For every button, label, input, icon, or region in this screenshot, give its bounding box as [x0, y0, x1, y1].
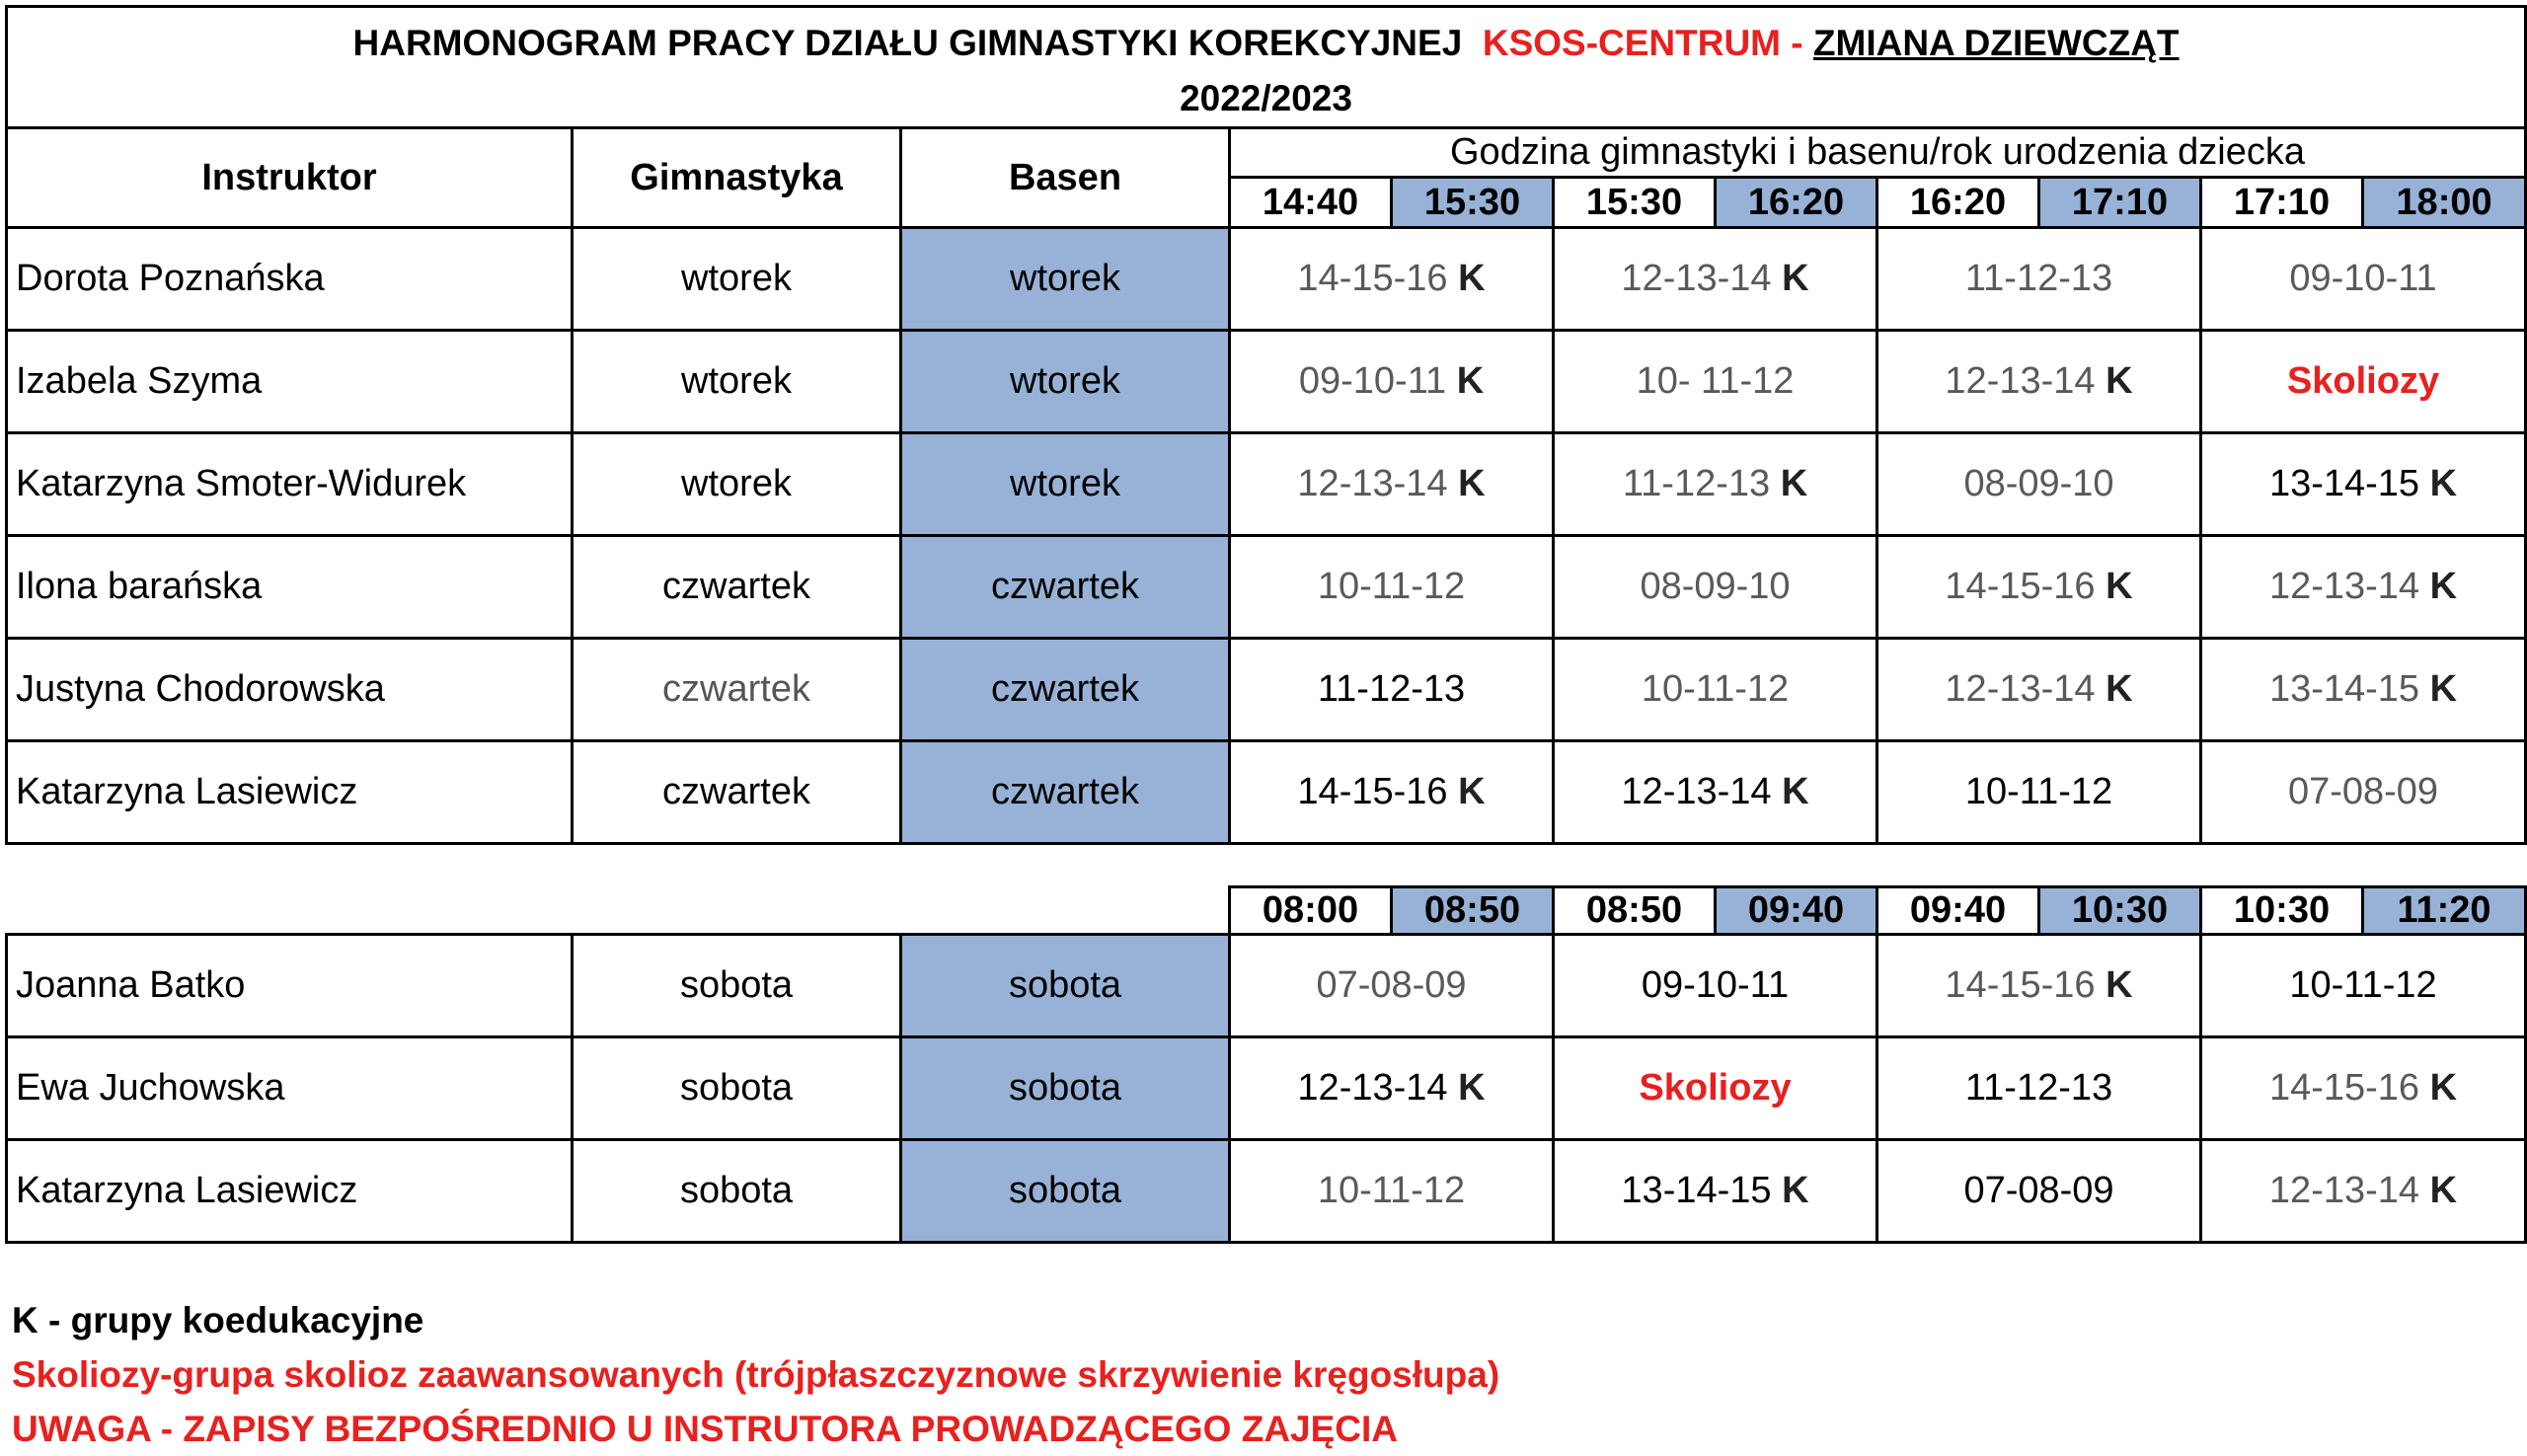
table-row	[7, 433, 2526, 536]
instructor-name: Katarzyna Smoter-Widurek	[7, 433, 573, 536]
group-cell	[1877, 433, 2201, 536]
group-cell	[1877, 1037, 2201, 1140]
pool-day: sobota	[901, 1140, 1230, 1243]
group-years: Skoliozy	[2286, 360, 2440, 402]
title-main: HARMONOGRAM PRACY DZIAŁU GIMNASTYKI KOREKCYJNEJ	[352, 23, 1463, 63]
gymnastics-day: wtorek	[573, 228, 901, 331]
instructor-name: Katarzyna Lasiewicz	[7, 741, 573, 844]
group-years: 09-10-11	[1641, 964, 1790, 1006]
group-cell	[1877, 741, 2201, 844]
time-cell: 16:20	[1877, 178, 2039, 228]
group-cell	[1230, 228, 1554, 331]
legend-skoliozy-note: Skoliozy-grupa skolioz zaawansowanych (trójpłaszczyznowe skrzywienie kręgosłupa)	[12, 1354, 1500, 1395]
table-row	[7, 935, 2526, 1037]
group-years: 09-10-11	[1298, 360, 1447, 402]
header-pool: Basen	[901, 128, 1230, 228]
group-cell	[1554, 935, 1877, 1037]
group-years: 12-13-14	[1621, 771, 1772, 812]
coed-marker: K	[2106, 668, 2133, 710]
table-row	[7, 228, 2526, 331]
group-cell	[2201, 1037, 2526, 1140]
gymnastics-day: sobota	[573, 1037, 901, 1140]
title-year: 2022/2023	[1180, 78, 1352, 118]
group-cell	[1554, 331, 1877, 433]
coed-marker: K	[2106, 964, 2133, 1006]
instructor-name: Izabela Szyma	[7, 331, 573, 433]
coed-marker: K	[2429, 1170, 2458, 1211]
time-cell: 10:30	[2039, 887, 2201, 935]
group-years: 12-13-14	[1297, 463, 1448, 504]
group-cell	[1230, 433, 1554, 536]
header-instructor: Instruktor	[7, 128, 573, 228]
group-years: 14-15-16	[2268, 1067, 2430, 1109]
gymnastics-day: sobota	[573, 1140, 901, 1243]
time-cell: 10:30	[2201, 887, 2363, 935]
group-cell	[1554, 433, 1877, 536]
header-gymnastics: Gimnastyka	[573, 128, 901, 228]
group-cell	[1554, 1140, 1877, 1243]
table-row	[7, 1037, 2526, 1140]
weekday-schedule-table	[5, 5, 2527, 845]
coed-marker: K	[1458, 1067, 1486, 1109]
time-cell: 16:20	[1716, 178, 1877, 228]
legend-warning: UWAGA - ZAPISY BEZPOŚREDNIO U INSTRUTORA PROWADZĄCEGO ZAJĘCIA	[12, 1409, 1399, 1449]
blank-header-area	[7, 887, 1230, 935]
group-cell	[2201, 433, 2526, 536]
instructor-name: Ilona barańska	[7, 536, 573, 639]
time-cell: 15:30	[1554, 178, 1716, 228]
group-years: 07-08-09	[2287, 771, 2439, 812]
coed-marker: K	[1780, 463, 1808, 504]
group-years: 09-10-11	[2289, 258, 2437, 299]
group-cell	[1877, 639, 2201, 741]
group-years: 12-13-14	[1297, 1067, 1448, 1109]
group-years: 14-15-16	[1945, 964, 2096, 1006]
page-title	[7, 7, 2526, 128]
time-cell: 08:50	[1554, 887, 1716, 935]
group-years: 14-15-16	[1945, 566, 2096, 607]
group-years: 12-13-14	[1621, 258, 1772, 299]
group-years: 14-15-16	[1297, 258, 1448, 299]
coed-marker: K	[2429, 668, 2458, 710]
group-years: 10- 11-12	[1636, 360, 1795, 402]
group-years: 07-08-09	[1316, 964, 1467, 1006]
group-years: 12-13-14	[1945, 668, 2096, 710]
instructor-name: Katarzyna Lasiewicz	[7, 1140, 573, 1243]
table-row	[7, 639, 2526, 741]
table-row	[7, 741, 2526, 844]
title-shift: ZMIANA DZIEWCZĄT	[1812, 23, 2180, 63]
coed-marker: K	[1458, 463, 1486, 504]
instructor-name: Joanna Batko	[7, 935, 573, 1037]
time-cell: 09:40	[1877, 887, 2039, 935]
pool-day: wtorek	[901, 331, 1230, 433]
pool-day: wtorek	[901, 433, 1230, 536]
group-cell	[1877, 331, 2201, 433]
table-row	[7, 1140, 2526, 1243]
coed-marker: K	[1456, 360, 1485, 402]
time-cell: 17:10	[2039, 178, 2201, 228]
instructor-name: Justyna Chodorowska	[7, 639, 573, 741]
coed-marker: K	[2429, 463, 2458, 504]
gymnastics-day: wtorek	[573, 433, 901, 536]
weekday-rows	[7, 228, 2526, 844]
pool-day: wtorek	[901, 228, 1230, 331]
group-years: 13-14-15	[2268, 463, 2420, 504]
legend	[12, 1293, 1499, 1456]
group-cell	[1554, 228, 1877, 331]
group-years: 14-15-16	[1297, 771, 1448, 812]
group-cell	[2201, 935, 2526, 1037]
saturday-schedule-table	[5, 885, 2527, 1244]
group-years: 10-11-12	[1641, 668, 1790, 710]
coed-marker: K	[2429, 566, 2458, 607]
group-cell	[2201, 639, 2526, 741]
header-hours-note: Godzina gimnastyki i basenu/rok urodzenia dziecka	[1230, 128, 2526, 178]
gymnastics-day: sobota	[573, 935, 901, 1037]
time-cell: 18:00	[2363, 178, 2526, 228]
group-cell	[1877, 228, 2201, 331]
coed-marker: K	[2106, 566, 2133, 607]
coed-marker: K	[2106, 360, 2133, 402]
group-years: 13-14-15	[1621, 1170, 1772, 1211]
group-cell	[1230, 741, 1554, 844]
group-cell	[1554, 639, 1877, 741]
saturday-rows	[7, 935, 2526, 1243]
gymnastics-day: czwartek	[573, 741, 901, 844]
group-cell	[1230, 536, 1554, 639]
group-years: Skoliozy	[1639, 1067, 1792, 1109]
group-years: 07-08-09	[1963, 1170, 2114, 1211]
group-years: 10-11-12	[1317, 1170, 1466, 1211]
group-years: 11-12-13	[1964, 258, 2113, 299]
group-years: 08-09-10	[1640, 566, 1791, 607]
group-cell	[1554, 741, 1877, 844]
group-cell	[1230, 639, 1554, 741]
group-cell	[2201, 228, 2526, 331]
group-years: 10-11-12	[2289, 964, 2437, 1006]
time-cell: 09:40	[1716, 887, 1877, 935]
group-cell	[1230, 1037, 1554, 1140]
group-cell	[2201, 1140, 2526, 1243]
group-cell	[2201, 741, 2526, 844]
group-cell	[1230, 1140, 1554, 1243]
group-years: 10-11-12	[1317, 566, 1466, 607]
instructor-name: Ewa Juchowska	[7, 1037, 573, 1140]
coed-marker: K	[1782, 1170, 1809, 1211]
group-years: 12-13-14	[1945, 360, 2096, 402]
pool-day: czwartek	[901, 536, 1230, 639]
coed-marker: K	[1458, 771, 1486, 812]
group-years: 10-11-12	[1964, 771, 2113, 812]
title-separator: -	[1791, 23, 1803, 63]
instructor-name: Dorota Poznańska	[7, 228, 573, 331]
group-cell	[1230, 935, 1554, 1037]
time-cell: 11:20	[2363, 887, 2526, 935]
gymnastics-day: wtorek	[573, 331, 901, 433]
group-cell	[2201, 331, 2526, 433]
time-cell: 14:40	[1230, 178, 1392, 228]
coed-marker: K	[2429, 1067, 2458, 1109]
gymnastics-day: czwartek	[573, 639, 901, 741]
group-years: 13-14-15	[2268, 668, 2420, 710]
pool-day: czwartek	[901, 639, 1230, 741]
title-highlight: KSOS-CENTRUM	[1482, 23, 1782, 63]
legend-k-note: K - grupy koedukacyjne	[12, 1300, 424, 1341]
coed-marker: K	[1782, 258, 1809, 299]
table-row	[7, 331, 2526, 433]
time-cell: 15:30	[1392, 178, 1554, 228]
group-years: 12-13-14	[2268, 1170, 2420, 1211]
time-cell: 08:00	[1230, 887, 1392, 935]
gymnastics-day: czwartek	[573, 536, 901, 639]
group-cell	[1554, 536, 1877, 639]
group-cell	[2201, 536, 2526, 639]
table-row	[7, 536, 2526, 639]
coed-marker: K	[1782, 771, 1809, 812]
group-years: 08-09-10	[1963, 463, 2114, 504]
coed-marker: K	[1458, 258, 1486, 299]
group-cell	[1877, 536, 2201, 639]
time-cell: 17:10	[2201, 178, 2363, 228]
group-cell	[1877, 935, 2201, 1037]
group-years: 11-12-13	[1964, 1067, 2113, 1109]
group-cell	[1230, 331, 1554, 433]
pool-day: czwartek	[901, 741, 1230, 844]
time-cell: 08:50	[1392, 887, 1554, 935]
group-cell	[1877, 1140, 2201, 1243]
pool-day: sobota	[901, 935, 1230, 1037]
pool-day: sobota	[901, 1037, 1230, 1140]
group-years: 11-12-13	[1317, 668, 1466, 710]
group-years: 12-13-14	[2268, 566, 2420, 607]
group-cell	[1554, 1037, 1877, 1140]
group-years: 11-12-13	[1622, 463, 1771, 504]
